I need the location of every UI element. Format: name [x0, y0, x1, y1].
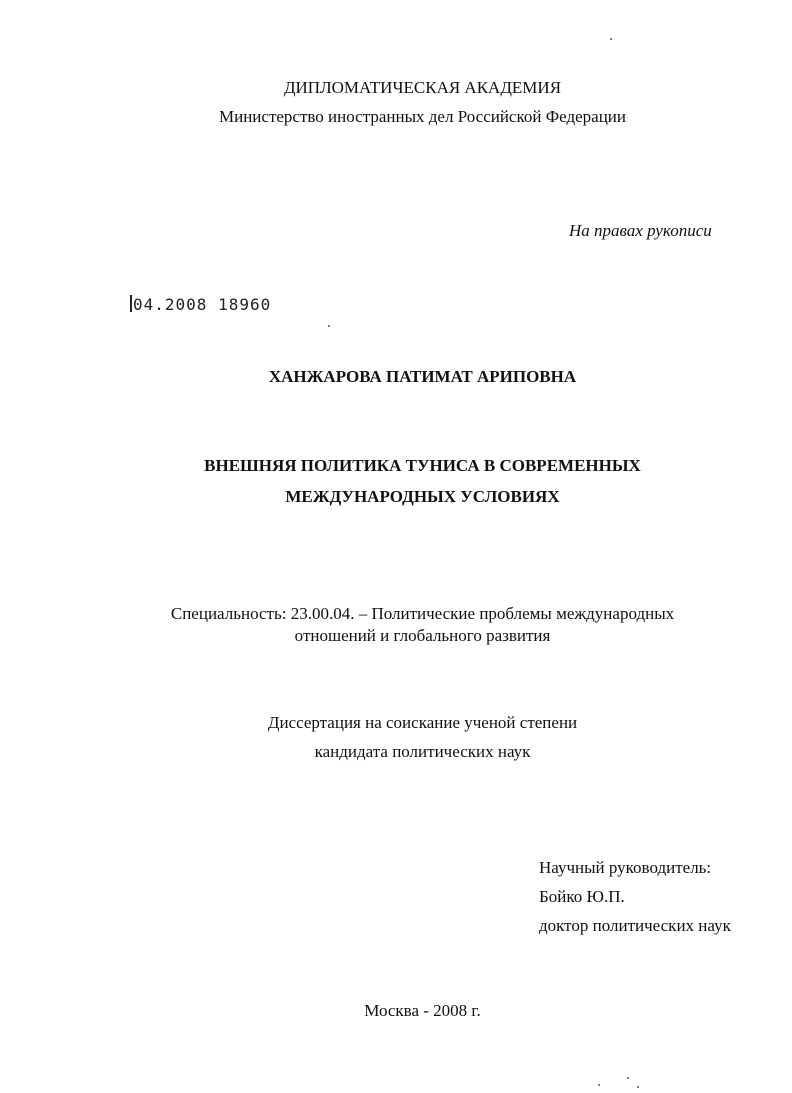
supervisor-name: Бойко Ю.П. [539, 887, 625, 906]
scan-speck [328, 325, 330, 327]
thesis-title-line-1: ВНЕШНЯЯ ПОЛИТИКА ТУНИСА В СОВРЕМЕННЫХ [204, 456, 641, 475]
academy-name: ДИПЛОМАТИЧЕСКАЯ АКАДЕМИЯ [283, 78, 562, 97]
archive-stamp [130, 295, 271, 314]
supervisor-label: Научный руководитель: [539, 858, 712, 877]
dissertation-line-2: кандидата политических наук [314, 742, 531, 761]
rights-note: На правах рукописи [569, 221, 712, 240]
author-name: ХАНЖАРОВА ПАТИМАТ АРИПОВНА [268, 367, 577, 386]
scan-speck [598, 1084, 600, 1086]
specialty-line-2: отношений и глобального развития [294, 626, 551, 645]
stamp-number: 04.2008 18960 [133, 295, 272, 314]
stamp-bar-icon [130, 295, 132, 312]
thesis-title-line-2: МЕЖДУНАРОДНЫХ УСЛОВИЯХ [285, 487, 560, 506]
ministry-name: Министерство иностранных дел Российской Федерации [218, 107, 627, 126]
place-year: Москва - 2008 г. [364, 1001, 481, 1020]
scan-speck [627, 1077, 629, 1079]
dissertation-line-1: Диссертация на соискание ученой степени [267, 713, 578, 732]
scan-speck [610, 38, 612, 40]
scan-speck [637, 1086, 639, 1088]
supervisor-degree: доктор политических наук [539, 916, 731, 935]
specialty-line-1: Специальность: 23.00.04. – Политические проблемы международных [170, 604, 675, 623]
